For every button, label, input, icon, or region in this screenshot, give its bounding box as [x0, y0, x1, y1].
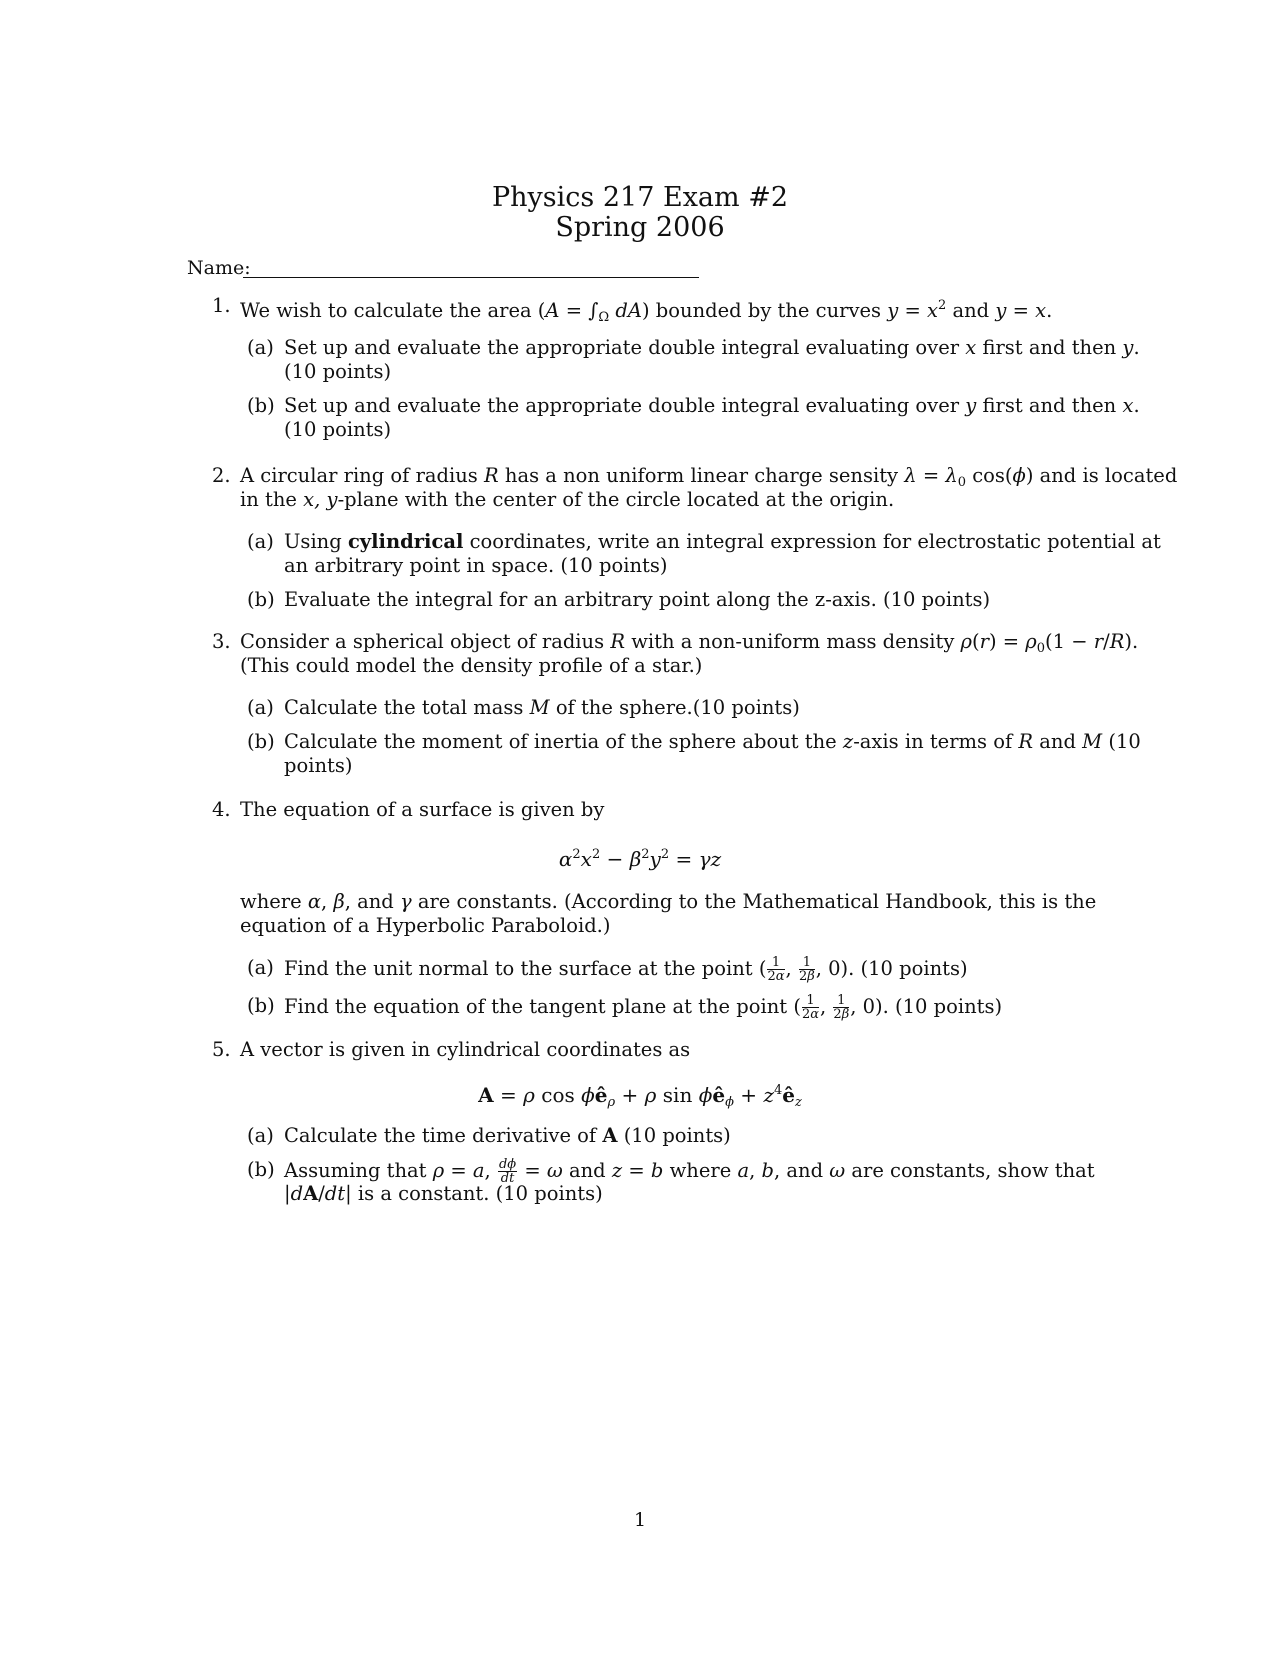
question-5-text: A vector is given in cylindrical coordinates as: [240, 1038, 691, 1061]
name-underline: [243, 277, 699, 278]
question-2-number: 2.: [212, 464, 231, 487]
question-2a-text-line2: an arbitrary point in space. (10 points): [284, 554, 668, 577]
question-4-where-line1: where α, β, and γ are constants. (According to the Mathematical Handbook, this is the: [240, 890, 1097, 913]
question-3-text-line1: Consider a spherical object of radius R with a non-uniform mass density $\rho(r) = \rho_0(1 - r/R)$.: [240, 630, 1139, 656]
question-4b-tag: (b): [247, 994, 275, 1017]
question-3b-text: Calculate the moment of inertia of the sphere about the z-axis in terms of R and M (10: [284, 730, 1141, 753]
question-1a-tag: (a): [247, 336, 274, 359]
question-3b-tag: (b): [247, 730, 275, 753]
question-3-text-line2: (This could model the density profile of a star.): [240, 654, 703, 677]
question-1b-text: Set up and evaluate the appropriate double integral evaluating over y first and then x.: [284, 394, 1140, 417]
question-5a-text: Calculate the time derivative of A (10 points): [284, 1124, 731, 1147]
question-4-where-line2: equation of a Hyperbolic Paraboloid.): [240, 914, 611, 937]
question-1-text: We wish to calculate the area ($A = \int_\Omega$ dA) bounded by the curves $y = x^2$ and y = x.: [240, 298, 1053, 325]
question-1a-text: Set up and evaluate the appropriate double integral evaluating over x first and then y.: [284, 336, 1140, 359]
question-3a-tag: (a): [247, 696, 274, 719]
question-4-text: The equation of a surface is given by: [240, 798, 605, 821]
question-2b-tag: (b): [247, 588, 275, 611]
question-5a-tag: (a): [247, 1124, 274, 1147]
exam-title: Physics 217 Exam #2: [492, 182, 788, 213]
question-4b-text: Find the equation of the tangent plane at the point ( $\frac{1}{2\alpha}$ , $\frac{1}{2\beta}$ , 0). (10 points): [284, 993, 1003, 1022]
vector-equation: A = ρ $\cos \phi ê_\rho + \rho$ $\sin \phi ê_\phi$ + $z^4ê_z$: [478, 1083, 802, 1110]
name-label: Name:: [187, 257, 251, 279]
question-5b-tag: (b): [247, 1158, 275, 1181]
question-1b-tag: (b): [247, 394, 275, 417]
question-2-text-line2: in the x, y-plane with the center of the circle located at the origin.: [240, 488, 895, 511]
question-3b-text-line2: points): [284, 754, 353, 777]
exam-term: Spring 2006: [555, 212, 725, 243]
question-5b-text: Assuming that ρ = a, $\frac{d\phi}{dt}$ = ω and z = b where a, b, and ω are constants, show that: [284, 1157, 1095, 1186]
surface-equation: $\alpha^2x^2 - \beta^2y^2 = \gamma z$: [558, 847, 722, 871]
question-1-number: 1.: [212, 294, 231, 317]
question-5b-text-line2: |dA/dt| is a constant. (10 points): [284, 1182, 603, 1205]
question-1b-points: (10 points): [284, 418, 392, 441]
question-1a-points: (10 points): [284, 360, 392, 383]
question-3a-text: Calculate the total mass M of the sphere.(10 points): [284, 696, 800, 719]
question-4-number: 4.: [212, 798, 231, 821]
question-2-text-line1: A circular ring of radius R has a non uniform linear charge sensity $\lambda = \lambda_0$ cos(ϕ) and is located: [240, 464, 1178, 490]
question-3-number: 3.: [212, 630, 231, 653]
question-2a-text: Using cylindrical coordinates, write an integral expression for electrostatic potential at: [284, 530, 1161, 553]
page-number: 1: [633, 1509, 647, 1531]
question-2b-text: Evaluate the integral for an arbitrary point along the z-axis. (10 points): [284, 588, 991, 611]
question-5-number: 5.: [212, 1038, 231, 1061]
question-2a-tag: (a): [247, 530, 274, 553]
question-4a-tag: (a): [247, 956, 274, 979]
question-4a-text: Find the unit normal to the surface at the point ( $\frac{1}{2\alpha}$ , $\frac{1}{2\beta}$ , 0). (10 points): [284, 955, 968, 984]
